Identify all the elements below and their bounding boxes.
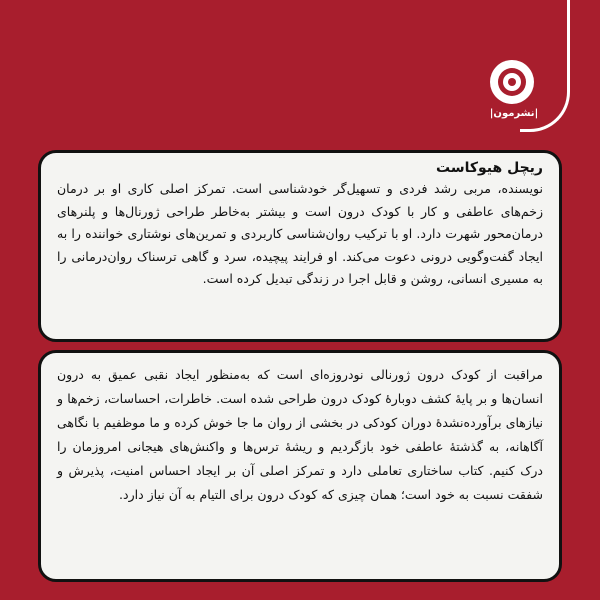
author-bio: نویسنده، مربی رشد فردی و تسهیل‌گر خودشناسی است. تمرکز اصلی کاری او بر درمان زخم‌های عاطفی و کار با کودک درون است و بیشتر به‌خاطر طراحی ژورنال‌ها و پلنرهای درمان‌محور شهرت دارد. او با ترکیب روان‌شناسی کاربردی و تمرین‌های نوشتاری خواننده را به ایجاد گفت‌وگویی درونی دعوت می‌کند. او فرایند پیچیده، سرد و گاهی ترسناک روان‌درمانی را به مسیری انسانی، روشن و قابل اجرا در زندگی تبدیل کرده است.	[57, 181, 543, 286]
book-description-card	[38, 350, 562, 582]
publisher-logo-icon	[488, 58, 536, 106]
book-description: مراقبت از کودک درون ژورنالی نودروزه‌ای است که به‌منظور ایجاد نقبی عمیق به درون انسان‌ها و بر پایهٔ کشف دوبارهٔ کودک درون طراحی شده است. خاطرات، احساسات، زخم‌ها و نیازهای برآورده‌نشدهٔ دوران کودکی در بخشی از روان ما جا خوش کرده و ما موظفیم با نگاهی آگاهانه، به گذشتهٔ عاطفی خود بازگردیم و ریشهٔ ترس‌ها و واکنش‌های هیجانی امروزمان را درک کنیم. کتاب ساختاری تعاملی دارد و تمرکز اصلی آن بر ایجاد احساس امنیت، پذیرش و شفقت نسبت به خود است؛ همان چیزی که کودک درون برای التیام به آن نیاز دارد.	[57, 367, 543, 502]
author-name: ریچل هیوکاست	[436, 160, 543, 176]
publisher-logo-text: |نشرمون|	[489, 108, 539, 119]
author-card	[38, 150, 562, 342]
